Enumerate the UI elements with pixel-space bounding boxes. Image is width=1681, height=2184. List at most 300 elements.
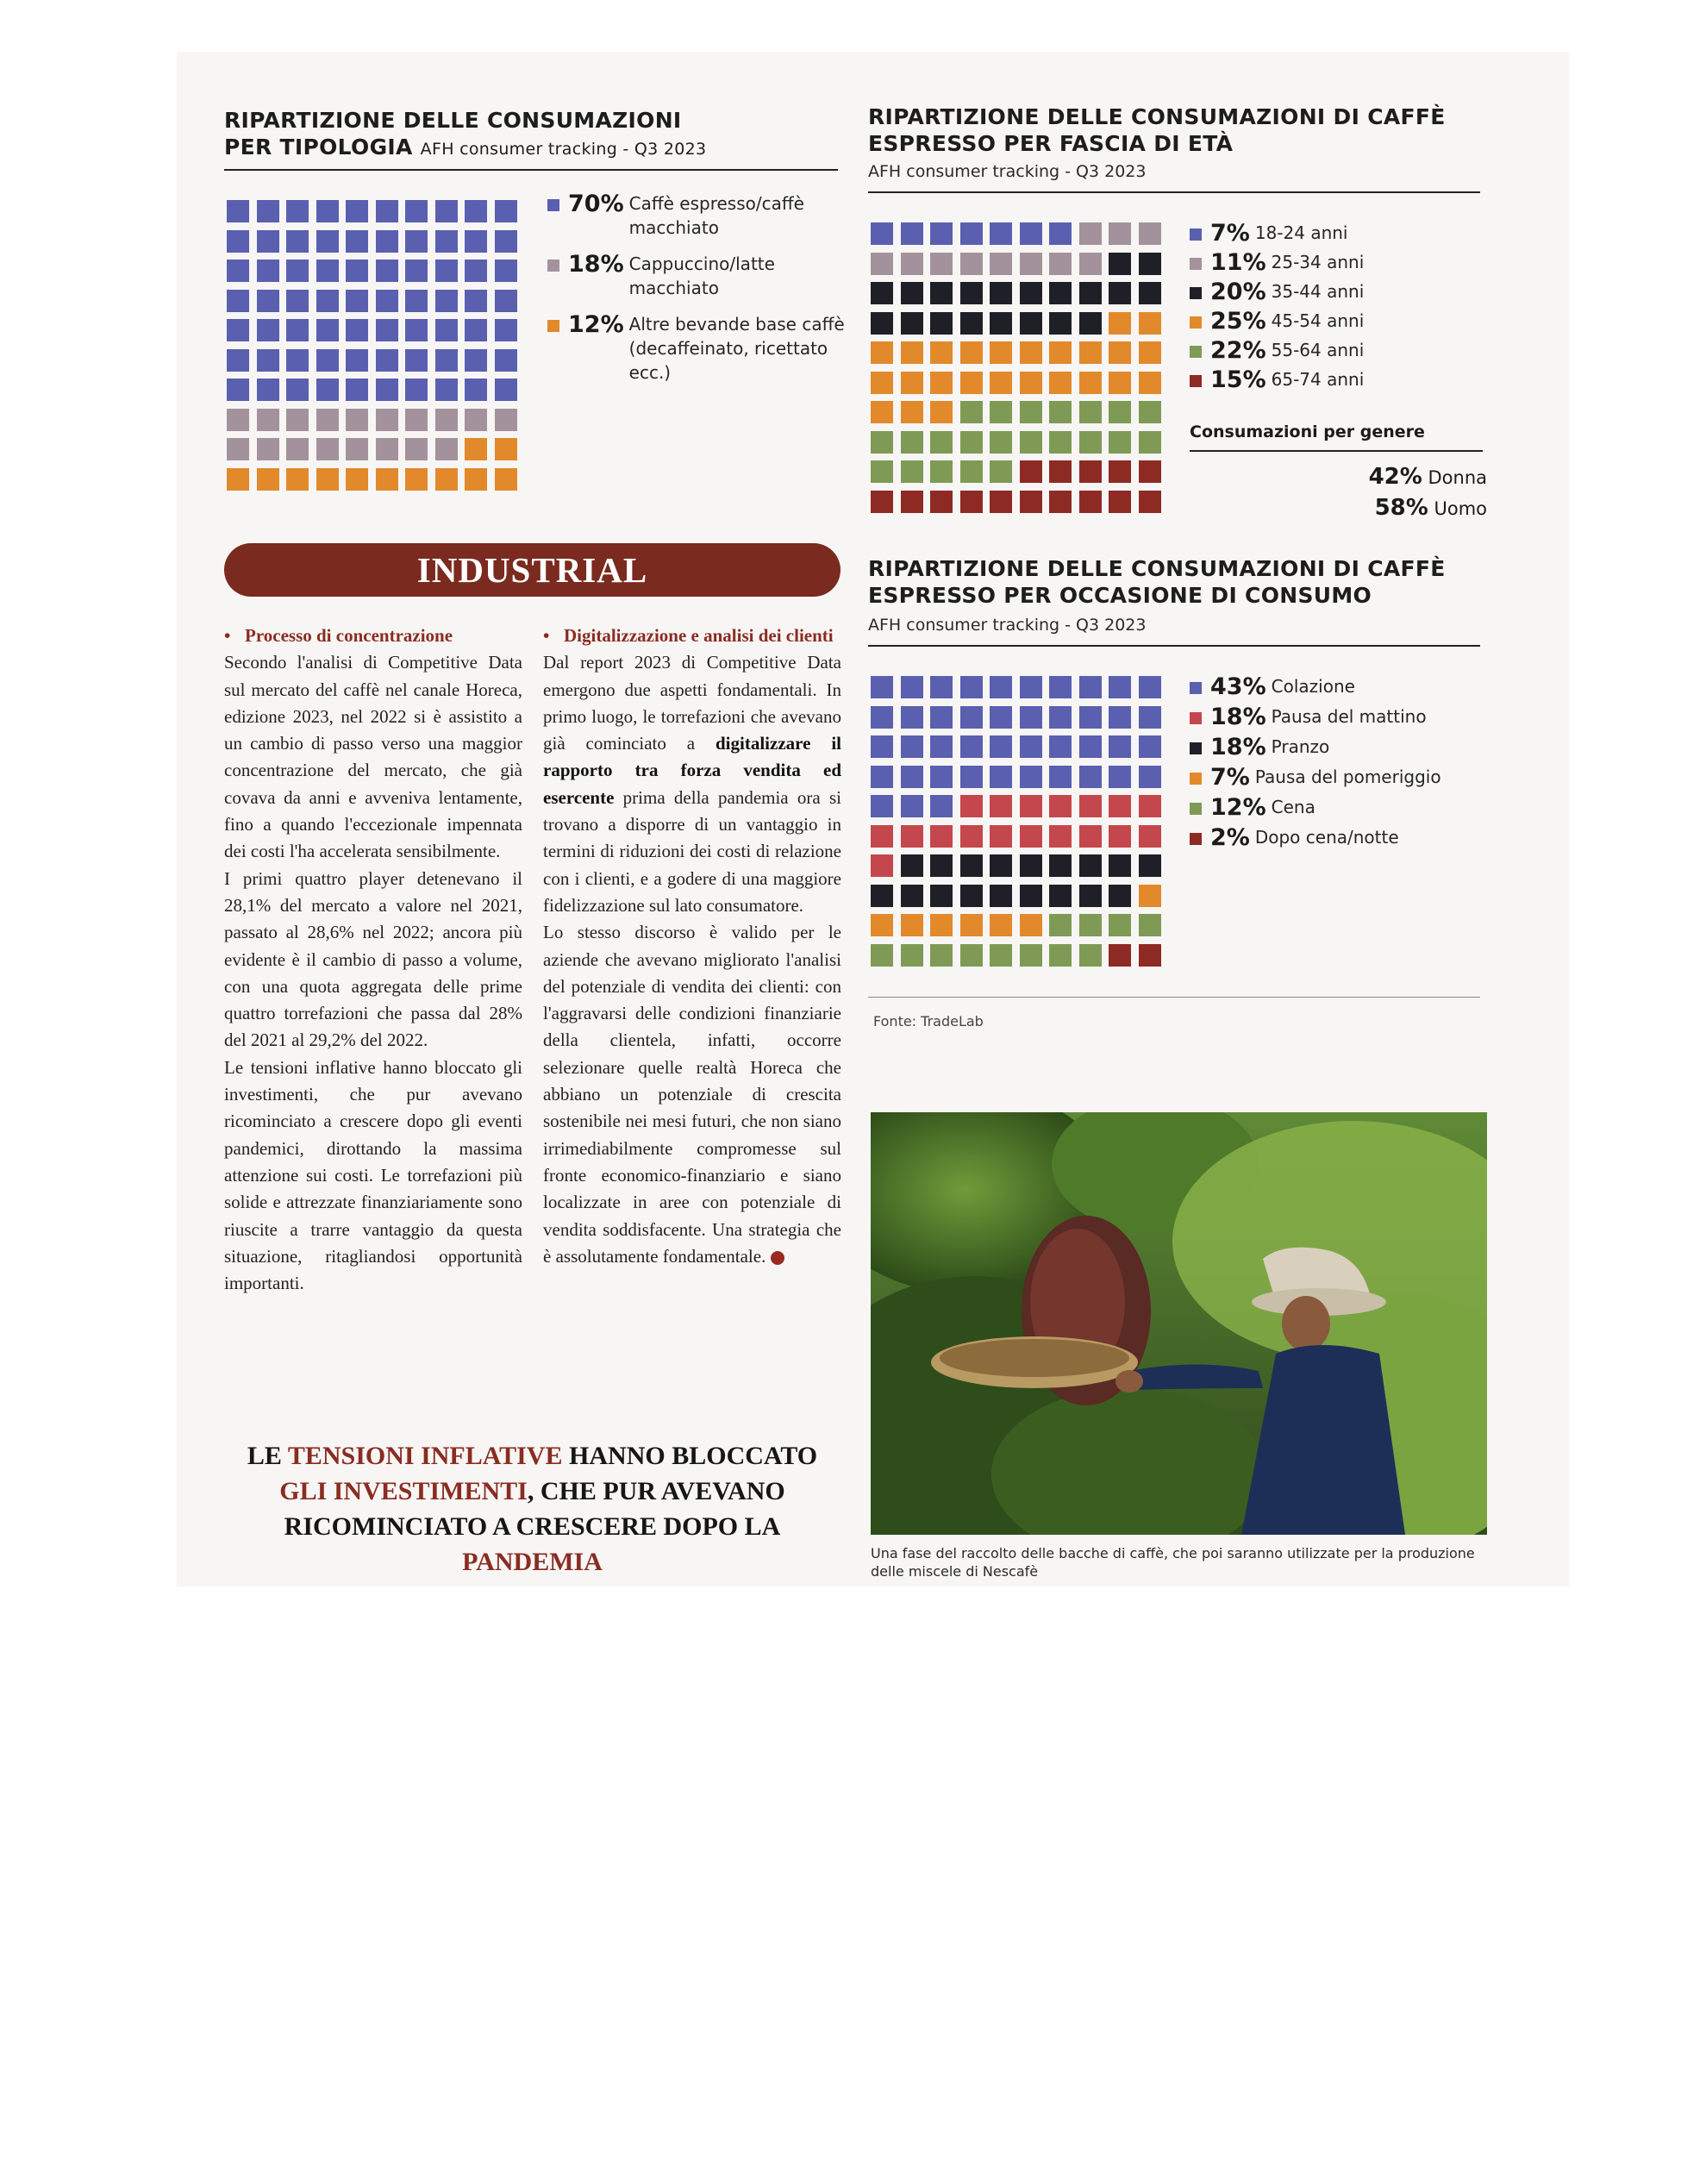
waffle-cell	[871, 312, 893, 335]
magazine-page	[177, 52, 1569, 1586]
waffle-cell	[286, 349, 309, 372]
waffle-cell	[1020, 766, 1042, 788]
waffle-cell	[465, 438, 487, 460]
legend-item	[1190, 338, 1552, 364]
legend-percent: 43%	[1210, 673, 1266, 700]
waffle-cell	[930, 491, 953, 513]
waffle-cell	[257, 230, 279, 253]
waffle-cell	[871, 676, 893, 698]
waffle-cell	[1109, 222, 1131, 245]
legend-swatch	[1190, 346, 1202, 358]
waffle-cell	[435, 468, 458, 491]
waffle-cell	[901, 735, 923, 758]
col2-heading-text: Digitalizzazione e analisi dei clienti	[564, 625, 834, 646]
quote-text: LE	[247, 1442, 288, 1470]
legend-percent: 22%	[1210, 337, 1266, 364]
waffle-cell	[1049, 676, 1072, 698]
waffle-cell	[316, 379, 339, 401]
waffle-cell	[960, 676, 983, 698]
waffle-cell	[316, 349, 339, 372]
waffle-cell	[960, 431, 983, 454]
legend-percent: 20%	[1210, 278, 1266, 305]
legend-item	[1190, 309, 1552, 335]
waffle-cell	[495, 379, 517, 401]
waffle-cell	[1139, 312, 1161, 335]
col1-paragraph: Le tensioni inflative hanno bloccato gli investimenti, che pur avevano ricominciato a crescere dopo gli eventi pandemici, dirottando la massima attenzione sui costi. Le torrefazioni più solide e attrezzate finanziariamente sono riuscite a trarre vantaggio da questa situazione, ritagliandosi opportunità importanti.	[224, 1056, 522, 1294]
legend-label: 25-34 anni	[1271, 252, 1365, 272]
waffle-cell	[901, 341, 923, 364]
waffle-cell	[1139, 341, 1161, 364]
waffle-cell	[1139, 676, 1161, 698]
waffle-cell	[376, 438, 398, 460]
waffle-cell	[1020, 401, 1042, 423]
waffle-cell	[990, 676, 1012, 698]
chart2-title-line2: ESPRESSO PER FASCIA DI ETÀ	[868, 131, 1234, 156]
waffle-cell	[1109, 944, 1131, 967]
waffle-cell	[901, 706, 923, 729]
waffle-cell	[871, 795, 893, 817]
chart3-legend	[1190, 674, 1483, 855]
waffle-cell	[405, 438, 428, 460]
waffle-cell	[465, 409, 487, 431]
waffle-cell	[990, 222, 1012, 245]
gender-item	[1369, 464, 1487, 490]
waffle-cell	[1049, 795, 1072, 817]
waffle-cell	[901, 222, 923, 245]
legend-swatch	[1190, 375, 1202, 387]
waffle-cell	[871, 341, 893, 364]
chart3-fonte: Fonte: TradeLab	[873, 1013, 984, 1029]
waffle-cell	[346, 290, 368, 312]
waffle-cell	[930, 282, 953, 304]
waffle-cell	[1049, 372, 1072, 394]
waffle-cell	[1109, 854, 1131, 877]
waffle-cell	[930, 676, 953, 698]
waffle-cell	[930, 460, 953, 483]
gender-item	[1375, 495, 1487, 521]
waffle-cell	[1049, 341, 1072, 364]
legend-swatch	[547, 199, 559, 211]
waffle-cell	[346, 349, 368, 372]
waffle-cell	[405, 260, 428, 282]
waffle-cell	[871, 944, 893, 967]
waffle-cell	[871, 885, 893, 907]
waffle-cell	[1109, 914, 1131, 936]
waffle-cell	[346, 468, 368, 491]
waffle-cell	[286, 409, 309, 431]
waffle-cell	[1020, 372, 1042, 394]
waffle-cell	[871, 854, 893, 877]
waffle-cell	[227, 200, 249, 222]
waffle-cell	[960, 706, 983, 729]
chart3-title-line2: ESPRESSO PER OCCASIONE DI CONSUMO	[868, 583, 1372, 608]
waffle-cell	[990, 282, 1012, 304]
section-banner-label: INDUSTRIAL	[416, 550, 648, 590]
waffle-cell	[316, 260, 339, 282]
waffle-cell	[930, 944, 953, 967]
waffle-cell	[495, 290, 517, 312]
legend-item	[1190, 735, 1552, 760]
waffle-cell	[1079, 795, 1102, 817]
waffle-cell	[316, 438, 339, 460]
chart1-title-line1: RIPARTIZIONE DELLE CONSUMAZIONI	[224, 108, 682, 133]
waffle-cell	[495, 230, 517, 253]
waffle-cell	[930, 854, 953, 877]
waffle-cell	[1079, 282, 1102, 304]
quote-text: , CHE PUR AVEVANO	[527, 1477, 785, 1505]
waffle-cell	[990, 401, 1012, 423]
legend-percent: 18%	[1210, 704, 1266, 730]
gender-percent: 42%	[1368, 464, 1422, 490]
chart1-waffle	[227, 200, 520, 493]
waffle-cell	[1109, 706, 1131, 729]
col2-text: Dal report 2023 di Competitive Data emergono due aspetti fondamentali. In primo luogo, le torrefazioni che avevano già cominciato a	[543, 652, 841, 754]
waffle-cell	[871, 766, 893, 788]
waffle-cell	[1079, 676, 1102, 698]
waffle-cell	[1020, 676, 1042, 698]
waffle-cell	[990, 735, 1012, 758]
waffle-cell	[405, 319, 428, 341]
waffle-cell	[1020, 825, 1042, 848]
col1-paragraph: Secondo l'analisi di Competitive Data sul mercato del caffè nel canale Horeca, edizione 2023, nel 2022 si è assistito a un cambio di passo verso una maggior concentrazione del mercato, che già covava da anni e avveniva lentamente, fino a quando l'eccezionale impennata dei costi l'ha accelerata sensibilmente.	[224, 652, 522, 862]
chart3-rule	[868, 645, 1480, 647]
chart2-title	[868, 103, 1506, 157]
waffle-cell	[1049, 885, 1072, 907]
waffle-cell	[960, 825, 983, 848]
waffle-cell	[1020, 706, 1042, 729]
legend-item	[1190, 704, 1552, 730]
waffle-cell	[901, 282, 923, 304]
chart3-title	[868, 555, 1506, 609]
waffle-cell	[1079, 253, 1102, 275]
waffle-cell	[1049, 706, 1072, 729]
waffle-cell	[346, 438, 368, 460]
col2-text: Lo stesso discorso è valido per le aziende che avevano migliorato l'analisi del potenziale di vendita dei clienti: con l'aggravarsi delle condizioni finanziarie della clientela, infatti, occorre selezionare quelle realtà Horeca che abbiano un potenziale di crescita sostenibile nei mesi futuri, che non siano irrimediabilmente compromesse sul fronte economico-finanziario e siano localizzate in aree con potenziale di vendita soddisfacente. Una strategia che è assolutamente fondamentale.	[543, 922, 841, 1267]
waffle-cell	[1079, 766, 1102, 788]
waffle-cell	[960, 341, 983, 364]
waffle-cell	[257, 260, 279, 282]
legend-label: Pausa del pomeriggio	[1254, 767, 1441, 787]
waffle-cell	[1049, 735, 1072, 758]
waffle-cell	[1020, 735, 1042, 758]
legend-item	[547, 312, 909, 385]
legend-label: 35-44 anni	[1271, 281, 1365, 302]
waffle-cell	[871, 460, 893, 483]
waffle-cell	[901, 253, 923, 275]
waffle-cell	[901, 795, 923, 817]
waffle-cell	[1139, 222, 1161, 245]
waffle-cell	[1049, 282, 1072, 304]
waffle-cell	[930, 431, 953, 454]
chart2-rule	[868, 191, 1480, 193]
waffle-cell	[1139, 735, 1161, 758]
waffle-cell	[495, 260, 517, 282]
waffle-cell	[435, 230, 458, 253]
waffle-cell	[960, 312, 983, 335]
legend-swatch	[547, 320, 559, 332]
waffle-cell	[1049, 222, 1072, 245]
waffle-cell	[435, 349, 458, 372]
waffle-cell	[1020, 885, 1042, 907]
waffle-cell	[1109, 825, 1131, 848]
waffle-cell	[1109, 341, 1131, 364]
waffle-cell	[901, 491, 923, 513]
waffle-cell	[871, 825, 893, 848]
legend-percent: 25%	[1210, 308, 1266, 335]
waffle-cell	[286, 379, 309, 401]
waffle-cell	[960, 885, 983, 907]
waffle-cell	[990, 854, 1012, 877]
legend-swatch	[1190, 287, 1202, 299]
waffle-cell	[376, 230, 398, 253]
waffle-cell	[871, 222, 893, 245]
waffle-cell	[495, 349, 517, 372]
waffle-cell	[930, 372, 953, 394]
waffle-cell	[1049, 431, 1072, 454]
waffle-cell	[1079, 460, 1102, 483]
gender-percent: 58%	[1374, 495, 1428, 521]
waffle-cell	[1020, 795, 1042, 817]
waffle-cell	[227, 230, 249, 253]
waffle-cell	[376, 200, 398, 222]
legend-item	[1190, 825, 1552, 851]
waffle-cell	[405, 200, 428, 222]
waffle-cell	[227, 438, 249, 460]
waffle-cell	[1079, 914, 1102, 936]
legend-item	[1190, 250, 1552, 276]
waffle-cell	[1049, 312, 1072, 335]
waffle-cell	[990, 885, 1012, 907]
legend-label: Pranzo	[1271, 736, 1330, 757]
waffle-cell	[990, 766, 1012, 788]
waffle-cell	[930, 312, 953, 335]
waffle-cell	[257, 319, 279, 341]
waffle-cell	[990, 253, 1012, 275]
waffle-cell	[901, 885, 923, 907]
waffle-cell	[1079, 944, 1102, 967]
waffle-cell	[495, 468, 517, 491]
legend-swatch	[1190, 773, 1202, 785]
waffle-cell	[495, 319, 517, 341]
legend-item	[1190, 674, 1552, 700]
photo-caption: Una fase del raccolto delle bacche di caffè, che poi saranno utilizzate per la produzione delle miscele di Nescafè	[871, 1545, 1475, 1580]
waffle-cell	[871, 372, 893, 394]
chart2-title-line1: RIPARTIZIONE DELLE CONSUMAZIONI DI CAFFÈ	[868, 104, 1446, 129]
waffle-cell	[960, 491, 983, 513]
waffle-cell	[901, 431, 923, 454]
waffle-cell	[465, 319, 487, 341]
legend-swatch	[1190, 742, 1202, 754]
waffle-cell	[901, 372, 923, 394]
quote-highlight: TENSIONI INFLATIVE	[287, 1442, 563, 1470]
waffle-cell	[346, 379, 368, 401]
col2-text: prima della pandemia ora si trovano a disporre di un vantaggio in termini di riduzioni dei costi di relazione con i clienti, e a godere di una maggiore fidelizzazione sul lato consumatore.	[543, 786, 841, 916]
waffle-cell	[990, 372, 1012, 394]
legend-item	[1190, 765, 1552, 791]
chart3-waffle	[871, 676, 1164, 969]
legend-swatch	[547, 260, 559, 272]
waffle-cell	[257, 379, 279, 401]
waffle-cell	[1049, 401, 1072, 423]
waffle-cell	[1109, 491, 1131, 513]
legend-item	[547, 191, 909, 240]
legend-swatch	[1190, 258, 1202, 270]
waffle-cell	[1079, 491, 1102, 513]
waffle-cell	[871, 282, 893, 304]
waffle-cell	[930, 222, 953, 245]
col2-heading	[543, 623, 841, 649]
waffle-cell	[435, 409, 458, 431]
waffle-cell	[1139, 491, 1161, 513]
waffle-cell	[495, 438, 517, 460]
waffle-cell	[1109, 312, 1131, 335]
waffle-cell	[465, 200, 487, 222]
waffle-cell	[1109, 676, 1131, 698]
waffle-cell	[1109, 885, 1131, 907]
waffle-cell	[346, 260, 368, 282]
waffle-cell	[495, 409, 517, 431]
waffle-cell	[1139, 282, 1161, 304]
waffle-cell	[316, 409, 339, 431]
waffle-cell	[1139, 372, 1161, 394]
legend-label: Dopo cena/notte	[1254, 827, 1399, 848]
legend-label: 55-64 anni	[1271, 340, 1365, 360]
quote-text: HANNO BLOCCATO	[562, 1442, 818, 1470]
waffle-cell	[930, 253, 953, 275]
waffle-cell	[930, 914, 953, 936]
waffle-cell	[930, 766, 953, 788]
waffle-cell	[901, 401, 923, 423]
waffle-cell	[257, 438, 279, 460]
waffle-cell	[990, 460, 1012, 483]
legend-item	[1190, 279, 1552, 305]
waffle-cell	[960, 460, 983, 483]
waffle-cell	[960, 372, 983, 394]
coffee-harvest-illustration	[871, 1112, 1487, 1535]
waffle-cell	[257, 349, 279, 372]
quote-highlight: PANDEMIA	[462, 1548, 603, 1576]
waffle-cell	[990, 312, 1012, 335]
waffle-cell	[901, 460, 923, 483]
legend-swatch	[1190, 833, 1202, 845]
waffle-cell	[286, 438, 309, 460]
waffle-cell	[1049, 491, 1072, 513]
waffle-cell	[1049, 766, 1072, 788]
col1-heading-text: Processo di concentrazione	[245, 625, 453, 646]
legend-percent: 7%	[1210, 220, 1250, 247]
waffle-cell	[960, 735, 983, 758]
col2-bold-text: digitalizzare il rapporto tra forza vendita ed esercente	[543, 733, 841, 808]
legend-label: 18-24 anni	[1254, 222, 1348, 243]
waffle-cell	[1109, 253, 1131, 275]
legend-percent: 70%	[568, 191, 624, 217]
waffle-cell	[1109, 372, 1131, 394]
waffle-cell	[1020, 431, 1042, 454]
waffle-cell	[227, 409, 249, 431]
waffle-cell	[1020, 491, 1042, 513]
waffle-cell	[1139, 885, 1161, 907]
waffle-cell	[901, 944, 923, 967]
waffle-cell	[405, 379, 428, 401]
waffle-cell	[227, 260, 249, 282]
waffle-cell	[1020, 341, 1042, 364]
waffle-cell	[901, 854, 923, 877]
waffle-cell	[376, 290, 398, 312]
chart3-source: AFH consumer tracking - Q3 2023	[868, 616, 1147, 635]
waffle-cell	[405, 468, 428, 491]
waffle-cell	[960, 766, 983, 788]
waffle-cell	[1139, 460, 1161, 483]
col2-paragraph	[543, 919, 841, 1270]
waffle-cell	[990, 431, 1012, 454]
waffle-cell	[960, 401, 983, 423]
waffle-cell	[257, 290, 279, 312]
legend-item	[547, 252, 909, 300]
legend-percent: 12%	[1210, 794, 1266, 821]
waffle-cell	[286, 468, 309, 491]
waffle-cell	[316, 468, 339, 491]
waffle-cell	[465, 260, 487, 282]
waffle-cell	[1139, 431, 1161, 454]
waffle-cell	[286, 230, 309, 253]
legend-percent: 12%	[568, 311, 624, 338]
waffle-cell	[1139, 401, 1161, 423]
waffle-cell	[257, 409, 279, 431]
waffle-cell	[1049, 944, 1072, 967]
chart1-source: AFH consumer tracking - Q3 2023	[420, 140, 707, 159]
waffle-cell	[1139, 706, 1161, 729]
legend-percent: 18%	[568, 251, 624, 278]
gender-title: Consumazioni per genere	[1190, 422, 1425, 441]
waffle-cell	[316, 319, 339, 341]
waffle-cell	[1020, 854, 1042, 877]
waffle-cell	[1079, 854, 1102, 877]
legend-item	[1190, 221, 1552, 247]
waffle-cell	[1049, 253, 1072, 275]
waffle-cell	[1020, 253, 1042, 275]
gender-label: Donna	[1422, 467, 1487, 488]
waffle-cell	[871, 491, 893, 513]
waffle-cell	[1079, 825, 1102, 848]
waffle-cell	[435, 319, 458, 341]
legend-label: Pausa del mattino	[1271, 706, 1427, 727]
section-banner	[224, 543, 840, 597]
col1-paragraph: I primi quattro player detenevano il 28,1% del mercato a valore nel 2021, passato al 28,6% nel 2022; ancora più evidente è il cambio di passo a volume, con una quota aggregata delle prime quattro torrefazioni che passa dal 28% del 2021 al 29,2% del 2022.	[224, 867, 522, 1051]
waffle-cell	[871, 253, 893, 275]
waffle-cell	[960, 944, 983, 967]
waffle-cell	[990, 706, 1012, 729]
waffle-cell	[1139, 253, 1161, 275]
waffle-cell	[346, 319, 368, 341]
legend-label: Caffè espresso/caffè macchiato	[628, 193, 804, 238]
quote-highlight: GLI INVESTIMENTI	[279, 1477, 528, 1505]
waffle-cell	[227, 319, 249, 341]
waffle-cell	[435, 290, 458, 312]
waffle-cell	[1109, 795, 1131, 817]
waffle-cell	[930, 885, 953, 907]
waffle-cell	[346, 230, 368, 253]
waffle-cell	[257, 200, 279, 222]
article-column-2	[543, 623, 841, 1270]
waffle-cell	[901, 914, 923, 936]
chart2-legend	[1190, 221, 1483, 402]
waffle-cell	[930, 795, 953, 817]
legend-swatch	[1190, 316, 1202, 329]
quote-text: RICOMINCIATO A CRESCERE DOPO LA	[284, 1512, 781, 1541]
waffle-cell	[1109, 401, 1131, 423]
chart3-title-line1: RIPARTIZIONE DELLE CONSUMAZIONI DI CAFFÈ	[868, 556, 1446, 581]
waffle-cell	[990, 491, 1012, 513]
